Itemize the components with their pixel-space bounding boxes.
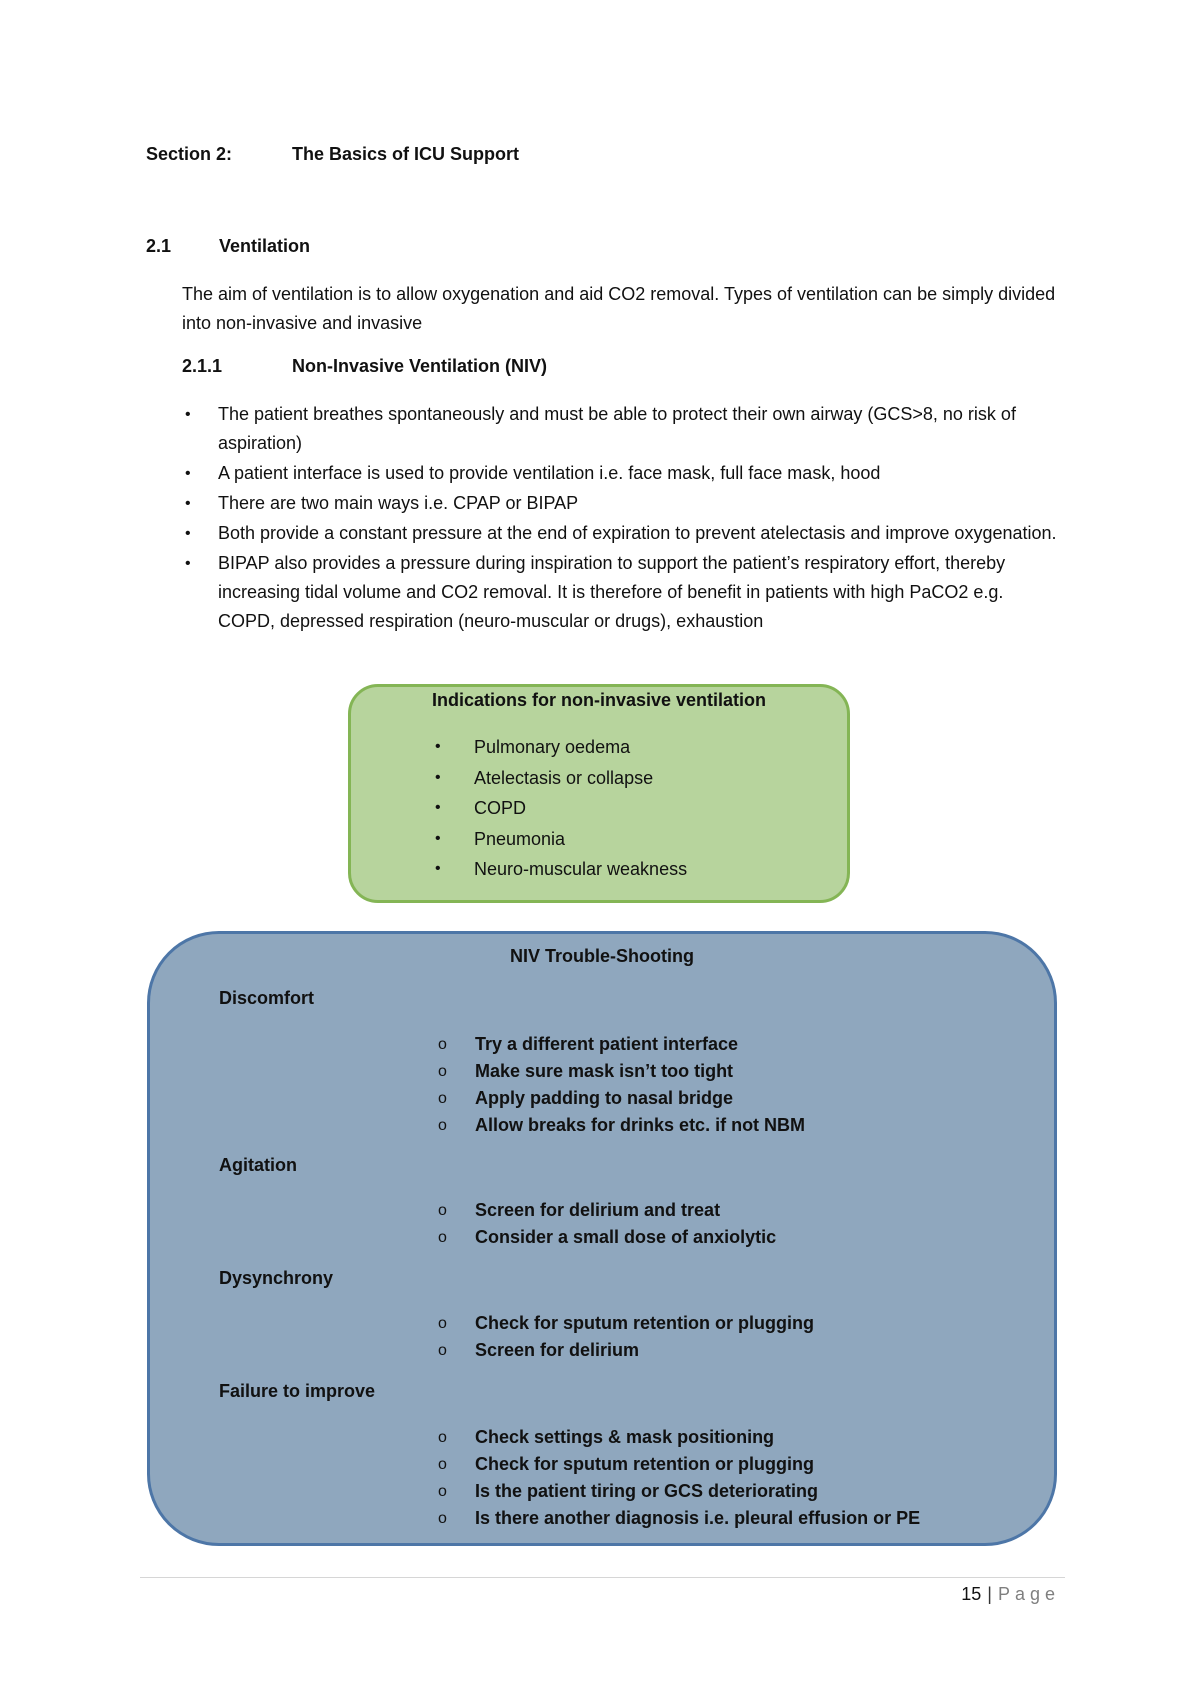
- list-item: [182, 519, 1062, 548]
- failure-to-improve-list: [436, 1424, 920, 1532]
- list-item: [432, 732, 687, 763]
- bullet-icon: •: [185, 525, 191, 542]
- list-item: [436, 1310, 814, 1337]
- footer-divider: [140, 1577, 1065, 1578]
- list-item: [432, 793, 687, 824]
- agitation-list: [436, 1197, 776, 1251]
- list-item: [436, 1337, 814, 1364]
- footer-separator: |: [987, 1584, 992, 1604]
- list-item: [432, 763, 687, 794]
- circle-bullet-icon: o: [438, 1483, 447, 1500]
- list-item-text: Screen for delirium and treat: [475, 1200, 721, 1220]
- niv-bullet-list: [182, 400, 1062, 637]
- page-number: 15: [961, 1584, 982, 1604]
- list-item-text: Make sure mask isn’t too tight: [475, 1061, 734, 1081]
- list-item: [436, 1478, 920, 1505]
- bullet-icon: •: [185, 465, 191, 482]
- list-item-text: Both provide a constant pressure at the end of expiration to prevent atelectasis and improve oxygenation.: [218, 523, 1057, 543]
- list-item: [436, 1112, 805, 1139]
- list-item: [436, 1085, 805, 1112]
- list-item-text: Neuro-muscular weakness: [474, 859, 688, 879]
- list-item: [436, 1031, 805, 1058]
- bullet-icon: •: [435, 768, 441, 786]
- bullet-icon: •: [185, 555, 191, 572]
- subsection-number: 2.1: [146, 236, 172, 256]
- section-title: The Basics of ICU Support: [292, 144, 520, 164]
- list-item: [182, 459, 1062, 488]
- indications-title: Indications for non-invasive ventilation: [431, 690, 767, 710]
- bullet-icon: •: [435, 829, 441, 847]
- list-item-text: A patient interface is used to provide ventilation i.e. face mask, full face mask, hood: [218, 463, 881, 483]
- subsection-intro: The aim of ventilation is to allow oxygenation and aid CO2 removal. Types of ventilation can be simply divided into non-invasive and invasive: [182, 284, 1056, 333]
- circle-bullet-icon: o: [438, 1117, 447, 1134]
- circle-bullet-icon: o: [438, 1229, 447, 1246]
- subsubsection-title: Non-Invasive Ventilation (NIV): [292, 356, 548, 376]
- bullet-icon: •: [185, 495, 191, 512]
- category-dysynchrony: Dysynchrony: [219, 1268, 334, 1288]
- list-item-text: Consider a small dose of anxiolytic: [475, 1227, 777, 1247]
- discomfort-list: [436, 1031, 805, 1139]
- circle-bullet-icon: o: [438, 1510, 447, 1527]
- list-item-text: Atelectasis or collapse: [474, 767, 654, 788]
- list-item-text: Check for sputum retention or plugging: [475, 1313, 814, 1333]
- bullet-icon: •: [435, 860, 441, 877]
- list-item: [436, 1224, 776, 1251]
- bullet-icon: •: [435, 799, 441, 816]
- list-item: [182, 489, 1062, 518]
- page-label: Page: [997, 1584, 1060, 1604]
- category-discomfort: Discomfort: [219, 988, 315, 1008]
- category-agitation: Agitation: [219, 1155, 297, 1175]
- list-item: [436, 1505, 920, 1532]
- bullet-icon: •: [185, 406, 191, 423]
- list-item-text: Is there another diagnosis i.e. pleural effusion or PE: [475, 1508, 921, 1528]
- indications-list: [432, 732, 687, 885]
- circle-bullet-icon: o: [438, 1342, 447, 1359]
- circle-bullet-icon: o: [438, 1315, 447, 1332]
- list-item-text: BIPAP also provides a pressure during inspiration to support the patient’s respiratory effort, thereby increasing tidal volume and CO2 removal. It is therefore of benefit in patients with high PaCO2 e.g. COPD, depressed respiration (neuro-muscular or drugs), exhaustion: [218, 553, 1006, 631]
- list-item-text: Screen for delirium: [475, 1340, 640, 1360]
- list-item-text: Check settings & mask positioning: [475, 1427, 775, 1447]
- list-item: [432, 824, 687, 855]
- circle-bullet-icon: o: [438, 1202, 447, 1219]
- list-item: [436, 1058, 805, 1085]
- list-item: [432, 854, 687, 885]
- subsection-title: Ventilation: [219, 236, 311, 256]
- circle-bullet-icon: o: [438, 1036, 447, 1053]
- list-item-text: Try a different patient interface: [475, 1034, 739, 1054]
- page-footer: [961, 1584, 1060, 1605]
- troubleshooting-title: NIV Trouble-Shooting: [510, 946, 694, 966]
- list-item: [436, 1424, 920, 1451]
- bullet-icon: •: [435, 738, 441, 755]
- list-item: [182, 549, 1062, 636]
- list-item-text: There are two main ways i.e. CPAP or BIPAP: [218, 493, 579, 513]
- section-number: Section 2:: [146, 144, 233, 164]
- dysynchrony-list: [436, 1310, 814, 1364]
- list-item-text: Allow breaks for drinks etc. if not NBM: [475, 1115, 806, 1135]
- circle-bullet-icon: o: [438, 1063, 447, 1080]
- list-item: [182, 400, 1062, 458]
- circle-bullet-icon: o: [438, 1090, 447, 1107]
- circle-bullet-icon: o: [438, 1456, 447, 1473]
- list-item-text: Check for sputum retention or plugging: [475, 1454, 814, 1474]
- list-item-text: The patient breathes spontaneously and must be able to protect their own airway (GCS>8, no risk of aspiration): [218, 404, 1016, 453]
- list-item-text: COPD: [474, 798, 527, 818]
- category-failure-to-improve: Failure to improve: [219, 1381, 376, 1401]
- list-item: [436, 1451, 920, 1478]
- list-item-text: Apply padding to nasal bridge: [475, 1088, 734, 1108]
- subsubsection-number: 2.1.1: [182, 356, 223, 376]
- list-item-text: Is the patient tiring or GCS deteriorating: [475, 1481, 819, 1501]
- list-item: [436, 1197, 776, 1224]
- list-item-text: Pneumonia: [474, 828, 566, 849]
- list-item-text: Pulmonary oedema: [474, 737, 631, 757]
- circle-bullet-icon: o: [438, 1429, 447, 1446]
